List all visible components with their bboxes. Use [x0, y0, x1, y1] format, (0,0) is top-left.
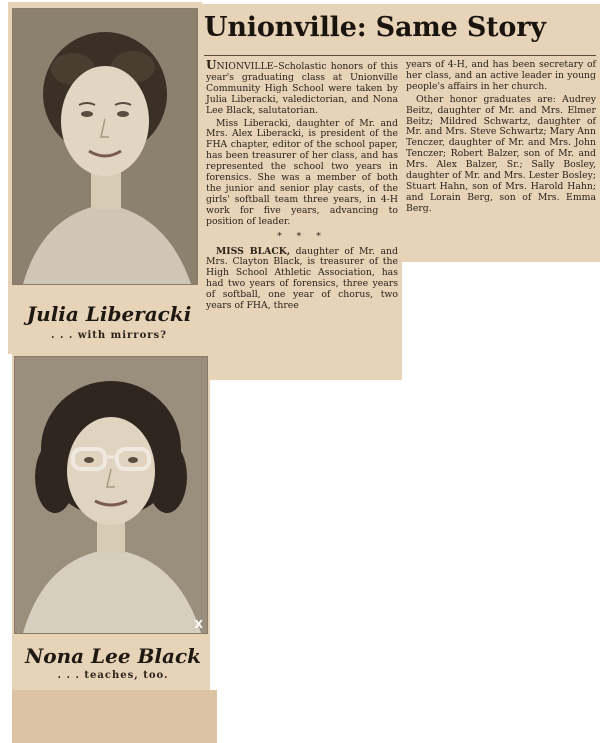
photo-caption-sub-julia: . . . with mirrors? [50, 330, 167, 341]
article-column-2 [406, 60, 596, 217]
article-text: NIONVILLE–Scholastic honors of this year's graduating class at Unionville Community High School were taken by Julia Liberacki, valedictorian, and Nona Lee Black, salutatorian. [206, 61, 398, 116]
drop-cap: U [206, 58, 217, 72]
article-headline: Unionville: Same Story [204, 12, 546, 43]
article-paragraph: years of 4-H, and has been secretary of her class, and an active leader in young people's affairs in her church. [406, 59, 596, 92]
photo-caption-name-julia: Julia Liberacki [26, 302, 192, 326]
headline-rule [204, 55, 596, 56]
corner-mark: X [194, 618, 203, 631]
article-text: daughter of Mr. and Mrs. Clayton Black, is treasurer of the High School Athletic Association, has had two years of forensics, three years of softball, one year of chorus, two years of FHA, three [206, 245, 398, 312]
section-separator: * * * [277, 230, 327, 242]
portrait-illustration-julia [13, 9, 197, 284]
lead-in: MISS BLACK, [216, 245, 291, 257]
cut-out-area [402, 262, 600, 382]
torn-paper-edge [12, 690, 217, 743]
article-paragraph [206, 247, 398, 312]
portrait-illustration-nona [15, 357, 207, 633]
article-paragraph: Miss Liberacki, daughter of Mr. and Mrs. Alex Liberacki, is president of the FHA chapter, editor of the school paper, has been treasurer of her class, and has represented the school two years in forensics. She was a member of both the junior and senior play casts, of the girls' softball team three years, in 4-H work for five years, advancing to position of leader. [206, 117, 398, 227]
portrait-photo-julia [12, 8, 198, 285]
article-column-1 [206, 60, 398, 314]
photo-caption-sub-nona: . . . teaches, too. [57, 670, 169, 681]
portrait-photo-nona [14, 356, 208, 634]
photo-caption-name-nona: Nona Lee Black [24, 644, 202, 668]
article-paragraph [206, 60, 398, 117]
article-paragraph: Other honor graduates are: Audrey Beitz, daughter of Mr. and Mrs. Elmer Beitz; Mildred Schwartz, daughter of Mr. and Mrs. Steve Schwartz; Mary Ann Tenczer, daughter of Mr. and Mrs. John Tenczer; Robert Balzer, son of Mr. and Mrs. Alex Balzer, Sr.; Sally Bosley, daughter of Mr. and Mrs. Lester Bosley; Stuart Hahn, son of Mrs. Harold Hahn; and Lorain Berg, son of Mrs. Emma Berg. [406, 93, 596, 214]
